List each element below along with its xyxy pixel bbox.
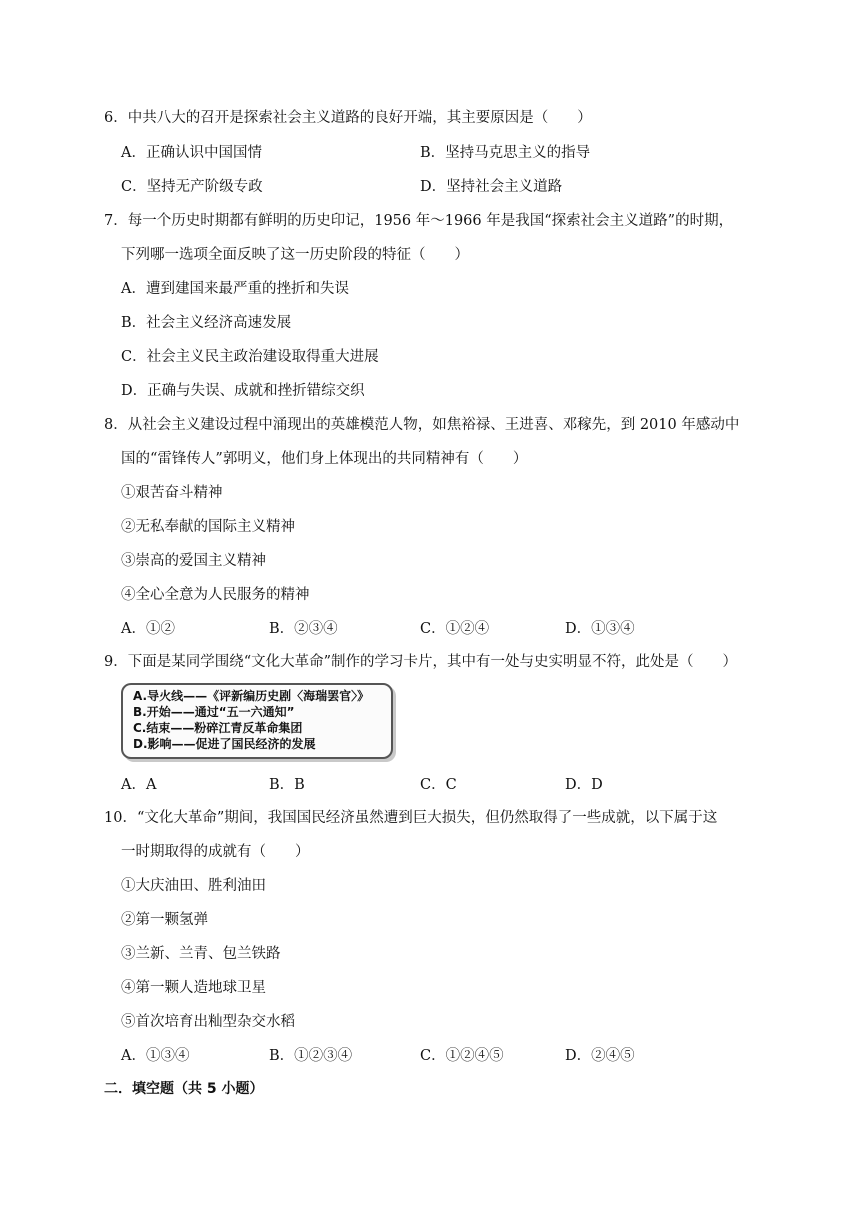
question-7-option-c[interactable]: C．社会主义民主政治建设取得重大进展 xyxy=(121,349,379,365)
question-9-option-a[interactable]: A．A xyxy=(121,777,157,793)
question-10-option-b[interactable]: B．①②③④ xyxy=(269,1048,353,1064)
question-6-option-a[interactable]: A．正确认识中国国情 xyxy=(121,145,262,161)
question-7-option-b[interactable]: B．社会主义经济高速发展 xyxy=(121,315,292,331)
question-10-item-2: ②第一颗氢弹 xyxy=(121,912,208,928)
question-8-item-3: ③崇高的爱国主义精神 xyxy=(121,553,266,569)
question-10-item-5: ⑤首次培育出籼型杂交水稻 xyxy=(121,1014,295,1030)
question-9-option-c[interactable]: C．C xyxy=(420,777,457,793)
question-8-stem-line2: 国的“雷锋传人”郭明义，他们身上体现出的共同精神有（ ） xyxy=(121,451,528,467)
study-card-line-b: B.开始——通过“五一六通知” xyxy=(133,705,295,719)
question-9-option-d[interactable]: D．D xyxy=(565,777,603,793)
question-10-stem-line1: 10．“文化大革命”期间，我国国民经济虽然遭到巨大损失，但仍然取得了一些成就，以下属于这 xyxy=(104,810,718,826)
question-9-stem: 9．下面是某同学围绕“文化大革命”制作的学习卡片，其中有一处与史实明显不符，此处是（ ） xyxy=(104,654,738,670)
question-9-option-b[interactable]: B．B xyxy=(269,777,305,793)
question-10-item-1: ①大庆油田、胜利油田 xyxy=(121,878,266,894)
study-card xyxy=(121,683,393,759)
question-6-option-c[interactable]: C．坚持无产阶级专政 xyxy=(121,179,263,195)
question-8-option-d[interactable]: D．①③④ xyxy=(565,621,635,637)
study-card-line-a: A.导火线——《评新编历史剧〈海瑞罢官〉》 xyxy=(133,689,370,703)
question-8-item-2: ②无私奉献的国际主义精神 xyxy=(121,519,295,535)
question-8-stem-line1: 8．从社会主义建设过程中涌现出的英雄模范人物，如焦裕禄、王进喜、邓稼先，到 2010 年感动中 xyxy=(104,417,740,433)
study-card-line-c: C.结束——粉碎江青反革命集团 xyxy=(133,721,303,735)
question-10-option-d[interactable]: D．②④⑤ xyxy=(565,1048,635,1064)
question-6-option-d[interactable]: D．坚持社会主义道路 xyxy=(420,179,563,195)
question-7-option-a[interactable]: A．遭到建国来最严重的挫折和失误 xyxy=(121,281,349,297)
study-card-line-d: D.影响——促进了国民经济的发展 xyxy=(133,737,316,751)
question-6-option-b[interactable]: B．坚持马克思主义的指导 xyxy=(420,145,591,161)
question-10-item-4: ④第一颗人造地球卫星 xyxy=(121,980,266,996)
question-8-option-b[interactable]: B．②③④ xyxy=(269,621,338,637)
question-7-option-d[interactable]: D．正确与失误、成就和挫折错综交织 xyxy=(121,383,365,399)
question-8-item-4: ④全心全意为人民服务的精神 xyxy=(121,587,310,603)
question-8-option-c[interactable]: C．①②④ xyxy=(420,621,490,637)
question-10-stem-line2: 一时期取得的成就有（ ） xyxy=(121,844,310,860)
question-10-option-c[interactable]: C．①②④⑤ xyxy=(420,1048,504,1064)
question-10-item-3: ③兰新、兰青、包兰铁路 xyxy=(121,946,281,962)
question-10-option-a[interactable]: A．①③④ xyxy=(121,1048,190,1064)
question-7-stem-line2: 下列哪一选项全面反映了这一历史阶段的特征（ ） xyxy=(121,247,469,263)
question-8-item-1: ①艰苦奋斗精神 xyxy=(121,485,223,501)
section-heading-fill-in: 二．填空题（共 5 小题） xyxy=(104,1081,264,1097)
question-7-stem-line1: 7．每一个历史时期都有鲜明的历史印记，1956 年～1966 年是我国“探索社会主义道路”的时期， xyxy=(104,213,734,229)
question-8-option-a[interactable]: A．①② xyxy=(121,621,175,637)
question-6-stem: 6．中共八大的召开是探索社会主义道路的良好开端，其主要原因是（ ） xyxy=(104,110,592,126)
